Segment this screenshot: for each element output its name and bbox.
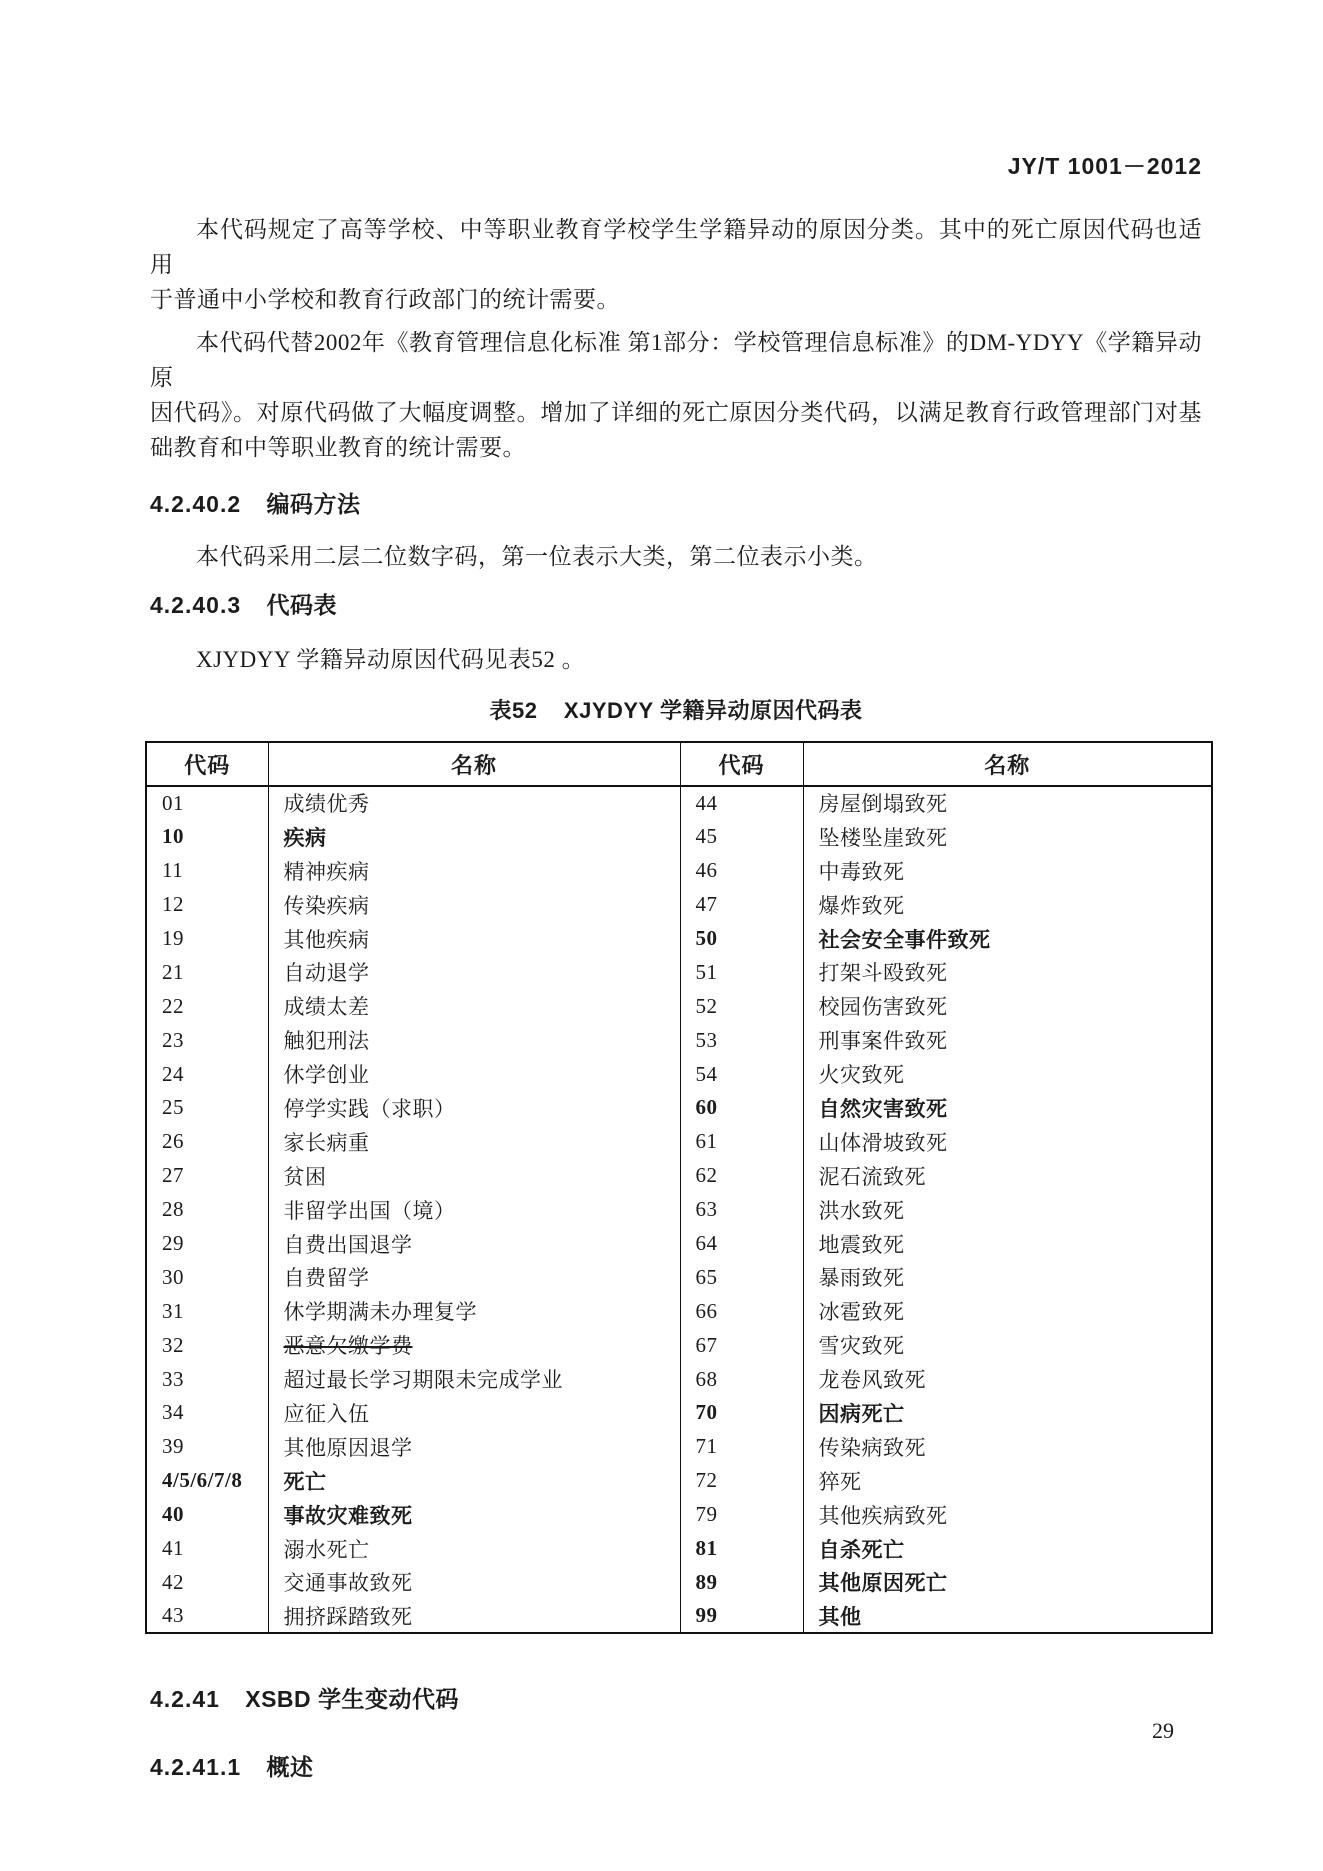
code-cell: 53 [680, 1023, 803, 1057]
section-title: XSBD 学生变动代码 [245, 1686, 460, 1713]
paragraph-line: 本代码代替2002年《教育管理信息化标准 第1部分：学校管理信息标准》的DM-YDYY《学籍异动原 [150, 330, 1202, 390]
code-cell: 23 [162, 1027, 184, 1052]
table-row [146, 1430, 1212, 1464]
name-cell: 家长病重 [268, 1125, 680, 1159]
page-number: 29 [1152, 1718, 1174, 1743]
name-cell: 爆炸致死 [803, 888, 1212, 922]
name-cell: 地震致死 [803, 1227, 1212, 1261]
name-cell: 交通事故致死 [268, 1565, 680, 1599]
code-cell: 89 [680, 1565, 803, 1599]
name-cell: 超过最长学习期限未完成学业 [268, 1362, 680, 1396]
code-cell: 25 [162, 1095, 184, 1120]
name-cell: 因病死亡 [803, 1396, 1212, 1430]
code-cell: 10 [162, 824, 184, 849]
name-cell: 校园伤害致死 [803, 989, 1212, 1023]
name-cell: 自杀死亡 [803, 1532, 1212, 1566]
name-cell: 自动退学 [268, 955, 680, 989]
section-title: 代码表 [266, 592, 337, 618]
code-cell: 39 [162, 1434, 184, 1459]
code-cell: 64 [680, 1227, 803, 1261]
page-content [150, 0, 1202, 1782]
section-title: 概述 [266, 1754, 314, 1781]
code-cell: 70 [680, 1396, 803, 1430]
name-cell: 猝死 [803, 1464, 1212, 1498]
code-cell: 30 [162, 1264, 184, 1289]
name-cell: 社会安全事件致死 [803, 922, 1212, 956]
code-cell: 44 [680, 786, 803, 820]
code-cell: 46 [680, 854, 803, 888]
table-row [146, 1091, 1212, 1125]
code-cell: 24 [162, 1061, 184, 1086]
name-cell: 自费留学 [268, 1260, 680, 1294]
code-cell: 81 [680, 1532, 803, 1566]
table-row [146, 1193, 1212, 1227]
code-cell: 79 [680, 1498, 803, 1532]
code-cell: 62 [680, 1159, 803, 1193]
table-row [146, 1362, 1212, 1396]
table-row [146, 1532, 1212, 1566]
code-cell: 32 [162, 1332, 184, 1357]
code-cell: 66 [680, 1294, 803, 1328]
table-row [146, 1498, 1212, 1532]
code-cell: 45 [680, 820, 803, 854]
table-row [146, 1294, 1212, 1328]
paragraph-line: 础教育和中等职业教育的统计需要。 [150, 435, 526, 460]
code-cell: 52 [680, 989, 803, 1023]
code-cell: 72 [680, 1464, 803, 1498]
name-cell: 拥挤踩踏致死 [268, 1599, 680, 1633]
name-cell: 成绩优秀 [268, 786, 680, 820]
code-cell: 67 [680, 1328, 803, 1362]
table-header-row [146, 742, 1212, 786]
section-number: 4.2.41 [150, 1686, 220, 1713]
section-number: 4.2.40.2 [150, 491, 242, 517]
column-header-code-left: 代码 [146, 742, 268, 786]
table-caption [150, 697, 1202, 725]
code-cell: 33 [162, 1366, 184, 1391]
paragraph-line: 本代码规定了高等学校、中等职业教育学校学生学籍异动的原因分类。其中的死亡原因代码也适用 [150, 217, 1202, 277]
code-cell: 26 [162, 1129, 184, 1154]
name-cell: 泥石流致死 [803, 1159, 1212, 1193]
name-cell: 洪水致死 [803, 1193, 1212, 1227]
name-cell: 自费出国退学 [268, 1227, 680, 1261]
table-row [146, 922, 1212, 956]
code-table-reference-paragraph: XJYDYY 学籍异动原因代码见表52 。 [196, 647, 586, 672]
table-row [146, 1464, 1212, 1498]
name-cell: 精神疾病 [268, 854, 680, 888]
name-cell: 疾病 [268, 820, 680, 854]
code-cell: 28 [162, 1197, 184, 1222]
table-row [146, 1260, 1212, 1294]
name-cell: 应征入伍 [268, 1396, 680, 1430]
code-cell: 43 [162, 1603, 184, 1628]
name-cell: 溺水死亡 [268, 1532, 680, 1566]
table-row [146, 854, 1212, 888]
code-cell: 51 [680, 955, 803, 989]
table-row [146, 1396, 1212, 1430]
table-row [146, 1125, 1212, 1159]
name-cell: 自然灾害致死 [803, 1091, 1212, 1125]
code-cell: 21 [162, 959, 184, 984]
doc-number: JY/T 1001－2012 [1007, 153, 1202, 179]
table-row [146, 1565, 1212, 1599]
table-row [146, 1328, 1212, 1362]
code-cell: 01 [162, 790, 184, 815]
section-title: 编码方法 [266, 491, 361, 517]
table-caption-title: XJYDYY 学籍异动原因代码表 [563, 698, 863, 723]
name-cell: 休学期满未办理复学 [268, 1294, 680, 1328]
section-number: 4.2.41.1 [150, 1754, 242, 1781]
intro-paragraph-2 [150, 325, 1202, 465]
section-heading-code-table [150, 590, 1202, 620]
name-cell: 休学创业 [268, 1057, 680, 1091]
table-row [146, 1057, 1212, 1091]
name-cell: 雪灾致死 [803, 1328, 1212, 1362]
name-cell: 其他疾病致死 [803, 1498, 1212, 1532]
name-cell: 传染病致死 [803, 1430, 1212, 1464]
code-cell: 19 [162, 926, 184, 950]
section-heading-encoding-method [150, 489, 1202, 519]
code-cell: 22 [162, 993, 184, 1018]
code-cell: 99 [680, 1599, 803, 1633]
table-row [146, 820, 1212, 854]
table-row [146, 888, 1212, 922]
table-row [146, 1159, 1212, 1193]
code-cell: 11 [162, 858, 184, 883]
name-cell: 刑事案件致死 [803, 1023, 1212, 1057]
code-cell: 60 [680, 1091, 803, 1125]
code-cell: 40 [162, 1502, 184, 1527]
name-cell: 事故灾难致死 [268, 1498, 680, 1532]
code-cell: 71 [680, 1430, 803, 1464]
section-heading-overview [150, 1752, 1202, 1782]
column-header-name-left: 名称 [268, 742, 680, 786]
code-cell: 50 [680, 922, 803, 956]
table-row [146, 1227, 1212, 1261]
section-heading-xsbd [150, 1684, 1202, 1714]
encoding-method-paragraph: 本代码采用二层二位数字码，第一位表示大类，第二位表示小类。 [196, 544, 878, 569]
code-cell: 27 [162, 1163, 184, 1188]
name-cell: 传染疾病 [268, 888, 680, 922]
name-cell: 其他疾病 [268, 922, 680, 956]
name-cell: 山体滑坡致死 [803, 1125, 1212, 1159]
table-row [146, 955, 1212, 989]
paragraph-line: 于普通中小学校和教育行政部门的统计需要。 [150, 287, 620, 312]
name-cell: 成绩太差 [268, 989, 680, 1023]
column-header-name-right: 名称 [803, 742, 1212, 786]
name-cell: 打架斗殴致死 [803, 955, 1212, 989]
name-cell: 其他原因死亡 [803, 1565, 1212, 1599]
table-row [146, 989, 1212, 1023]
name-cell: 停学实践（求职） [268, 1091, 680, 1125]
table-row [146, 786, 1212, 820]
name-cell: 恶意欠缴学费 [268, 1328, 680, 1362]
name-cell: 触犯刑法 [268, 1023, 680, 1057]
code-table [145, 741, 1213, 1634]
code-table-body [146, 786, 1212, 1633]
name-cell: 龙卷风致死 [803, 1362, 1212, 1396]
name-cell: 暴雨致死 [803, 1260, 1212, 1294]
paragraph-line: 因代码》。对原代码做了大幅度调整。增加了详细的死亡原因分类代码，以满足教育行政管理部门对基 [150, 400, 1202, 425]
name-cell: 非留学出国（境） [268, 1193, 680, 1227]
name-cell: 坠楼坠崖致死 [803, 820, 1212, 854]
name-cell: 房屋倒塌致死 [803, 786, 1212, 820]
code-cell: 68 [680, 1362, 803, 1396]
intro-paragraph-1 [150, 212, 1202, 317]
name-cell: 死亡 [268, 1464, 680, 1498]
code-cell: 41 [162, 1536, 184, 1561]
code-cell: 61 [680, 1125, 803, 1159]
table-row [146, 1599, 1212, 1633]
column-header-code-right: 代码 [680, 742, 803, 786]
code-cell: 42 [162, 1569, 184, 1594]
name-cell: 中毒致死 [803, 854, 1212, 888]
code-cell: 65 [680, 1260, 803, 1294]
code-cell: 4/5/6/7/8 [162, 1468, 243, 1493]
name-cell: 冰雹致死 [803, 1294, 1212, 1328]
code-cell: 63 [680, 1193, 803, 1227]
code-cell: 34 [162, 1400, 184, 1425]
section-number: 4.2.40.3 [150, 592, 242, 618]
table-caption-number: 表52 [489, 698, 538, 723]
code-cell: 31 [162, 1298, 184, 1323]
name-cell: 其他 [803, 1599, 1212, 1633]
name-cell: 贫困 [268, 1159, 680, 1193]
name-cell: 其他原因退学 [268, 1430, 680, 1464]
table-row [146, 1023, 1212, 1057]
code-cell: 47 [680, 888, 803, 922]
code-cell: 12 [162, 892, 184, 917]
code-cell: 54 [680, 1057, 803, 1091]
code-cell: 29 [162, 1231, 184, 1256]
name-cell: 火灾致死 [803, 1057, 1212, 1091]
